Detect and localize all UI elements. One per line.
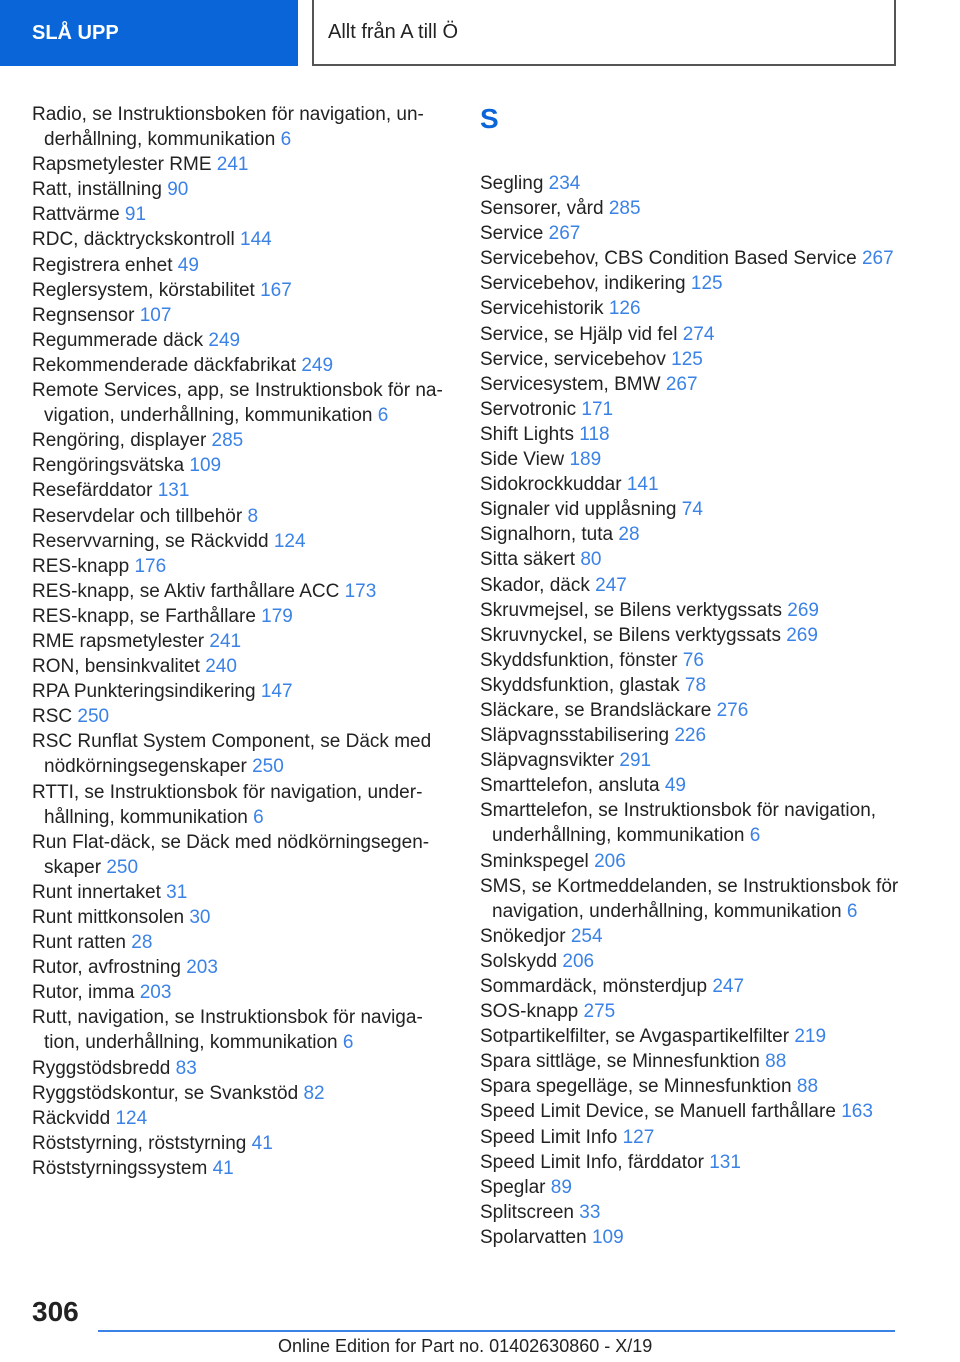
page-reference-link[interactable]: 82 <box>303 1082 325 1104</box>
page-reference-link[interactable]: 250 <box>106 856 139 878</box>
index-entry <box>32 253 450 278</box>
index-term: Shift Lights <box>480 423 574 445</box>
page-reference-link[interactable]: 49 <box>177 254 199 276</box>
index-term: Rengöring, displayer <box>32 430 207 452</box>
index-entry <box>480 949 900 974</box>
index-term: Rekommenderade däckfabrikat <box>32 354 297 376</box>
page-reference-link[interactable]: 107 <box>139 304 172 326</box>
index-term: Servicehistorik <box>480 298 604 320</box>
page-reference-link[interactable]: 267 <box>548 223 581 245</box>
index-entry <box>480 673 900 698</box>
index-entry <box>480 698 900 723</box>
page-reference-link[interactable]: 250 <box>252 756 284 778</box>
page-reference-link[interactable]: 247 <box>712 976 745 997</box>
index-term: Speed Limit Info, färddator <box>480 1151 704 1173</box>
index-term: Regummerade däck <box>32 329 204 351</box>
index-term: RSC <box>32 706 73 728</box>
index-term: Solskydd <box>480 950 558 972</box>
page-reference-link[interactable]: 291 <box>619 750 652 772</box>
index-entry <box>480 447 900 472</box>
index-entry <box>32 980 450 1005</box>
page-reference-link[interactable]: 74 <box>681 499 703 521</box>
index-entry <box>480 271 900 296</box>
index-entry <box>32 654 450 679</box>
index-term: Sidokrockkuddar <box>480 474 622 496</box>
index-term: Släckare, se Brandsläckare <box>480 699 712 721</box>
index-entry <box>480 547 900 572</box>
index-entry <box>480 999 900 1024</box>
page-reference-link[interactable]: 241 <box>209 630 242 652</box>
index-term: Service, se Hjälp vid fel <box>480 323 678 345</box>
page-reference-link[interactable]: 240 <box>205 656 237 678</box>
page-reference-link[interactable]: 176 <box>134 555 167 577</box>
page-reference-link[interactable]: 144 <box>240 229 272 251</box>
index-entry <box>480 1175 900 1200</box>
page-reference-link[interactable]: 226 <box>674 725 707 747</box>
index-entry <box>480 1200 900 1225</box>
index-entry <box>32 504 450 529</box>
index-entry <box>32 303 450 328</box>
index-term: Sommardäck, mönsterdjup <box>480 976 708 997</box>
page-reference-link[interactable]: 88 <box>765 1051 787 1073</box>
index-term: Spara spegelläge, se Minnesfunktion <box>480 1076 792 1098</box>
index-term: Splitscreen <box>480 1201 574 1223</box>
index-entry <box>480 924 900 949</box>
index-term: Rutt, navigation, se Instruktionsbok för navigation, underhållning, kommunikation <box>32 1007 423 1054</box>
index-entry <box>32 453 450 478</box>
index-term: Servicebehov, indikering <box>480 273 686 295</box>
index-entry <box>32 629 450 654</box>
page-reference-link[interactable]: 131 <box>709 1151 741 1173</box>
index-entry <box>32 152 450 177</box>
index-entry <box>32 353 450 378</box>
index-entry <box>480 171 900 196</box>
index-entry <box>480 497 900 522</box>
index-term: Speglar <box>480 1176 546 1198</box>
index-term: Ratt, inställning <box>32 179 162 201</box>
page-reference-link[interactable]: 88 <box>796 1076 819 1098</box>
page-reference-link[interactable]: 141 <box>626 474 659 496</box>
index-entry <box>32 328 450 353</box>
index-entry <box>480 196 900 221</box>
index-term: SOS-knapp <box>480 1001 579 1023</box>
index-term: Side View <box>480 449 565 471</box>
index-entry <box>32 679 450 704</box>
index-term: Speed Limit Info <box>480 1126 618 1148</box>
index-term: Sitta säkert <box>480 549 576 571</box>
index-term: Smarttelefon, ansluta <box>480 775 660 797</box>
index-entry <box>32 478 450 503</box>
page-reference-link[interactable]: 6 <box>377 405 389 427</box>
index-term: Regnsensor <box>32 304 135 326</box>
edition-text: Online Edition for Part no. 01402630860 - X/19 <box>278 1336 653 1356</box>
page-reference-link[interactable]: 234 <box>548 173 581 194</box>
index-entry <box>480 296 900 321</box>
page-reference-link[interactable]: 206 <box>594 850 626 872</box>
index-entry <box>32 1156 450 1181</box>
index-entry <box>32 202 450 227</box>
page-reference-link[interactable]: 118 <box>579 423 610 445</box>
index-entry <box>480 723 900 748</box>
index-entry <box>32 554 450 579</box>
chapter-title[interactable]: Allt från A till Ö <box>312 0 896 66</box>
index-term: Spolarvatten <box>480 1226 587 1248</box>
page-reference-link[interactable]: 109 <box>591 1226 624 1248</box>
index-term: Servicebehov, CBS Condition Based Service <box>480 248 857 270</box>
page-reference-link[interactable]: 30 <box>189 907 211 928</box>
page-reference-link[interactable]: 28 <box>618 524 640 546</box>
index-entry <box>480 1049 900 1074</box>
index-term: Remote Services, app, se Instruktionsbok för navigation, underhållning, kommunikation <box>32 380 443 427</box>
page-reference-link[interactable]: 6 <box>749 825 761 847</box>
index-term: RES-knapp, se Farthållare <box>32 605 256 627</box>
index-entry <box>480 798 900 848</box>
page-reference-link[interactable]: 179 <box>261 605 293 627</box>
index-entry <box>480 221 900 246</box>
page-reference-link[interactable]: 285 <box>608 198 641 220</box>
index-entry <box>480 246 900 271</box>
page-reference-link[interactable]: 8 <box>247 505 259 527</box>
index-term: Reglersystem, körstabilitet <box>32 279 255 301</box>
index-term: RDC, däcktryckskontroll <box>32 229 235 251</box>
index-term: Släpvagnsstabilisering <box>480 725 670 747</box>
index-term: Speed Limit Device, se Manuell farthållare <box>480 1101 836 1123</box>
index-term: Smarttelefon, se Instruktionsbok för navigation, underhållning, kommunikation <box>480 800 877 847</box>
index-term: Servicesystem, BMW <box>480 373 661 395</box>
index-entry <box>32 729 450 779</box>
page-reference-link[interactable]: 275 <box>583 1001 616 1023</box>
page-reference-link[interactable]: 89 <box>550 1176 572 1198</box>
page-reference-link[interactable]: 247 <box>595 574 627 596</box>
section-letter: S <box>480 103 499 134</box>
page-reference-link[interactable]: 126 <box>608 298 641 320</box>
page-reference-link[interactable]: 28 <box>131 932 153 954</box>
page-reference-link[interactable]: 267 <box>861 248 894 270</box>
page-reference-link[interactable]: 219 <box>794 1026 827 1048</box>
index-entry <box>32 880 450 905</box>
index-term: RON, bensinkvalitet <box>32 656 200 678</box>
index-term: Snökedjor <box>480 925 566 947</box>
index-term: Skyddsfunktion, fönster <box>480 649 678 671</box>
index-term: Run Flat-däck, se Däck med nödkörningsegenskaper <box>32 831 430 878</box>
index-term: Runt mittkonsolen <box>32 907 185 928</box>
page-reference-link[interactable]: 131 <box>157 480 190 502</box>
page-reference-link[interactable]: 249 <box>208 329 241 351</box>
index-term: Skyddsfunktion, glastak <box>480 674 680 696</box>
page-reference-link[interactable]: 83 <box>175 1057 197 1079</box>
index-term: Rengöringsvätska <box>32 455 185 477</box>
page-reference-link[interactable]: 6 <box>253 806 264 828</box>
index-entry <box>480 773 900 798</box>
index-term: Signaler vid upplåsning <box>480 499 677 521</box>
index-entry <box>480 1024 900 1049</box>
index-term: Sminkspegel <box>480 850 589 872</box>
page-reference-link[interactable]: 254 <box>570 925 603 947</box>
index-entry <box>32 604 450 629</box>
page-reference-link[interactable]: 163 <box>841 1101 873 1123</box>
index-term: Segling <box>480 173 544 194</box>
page-reference-link[interactable]: 189 <box>569 449 602 471</box>
index-term: Runt innertaket <box>32 881 161 903</box>
page-reference-link[interactable]: 203 <box>186 957 218 979</box>
index-term: Radio, se Instruktionsboken för navigation, underhållning, kommunikation <box>32 104 424 151</box>
index-list-right <box>480 171 900 1250</box>
index-term: Signalhorn, tuta <box>480 524 614 546</box>
index-entry <box>32 1106 450 1131</box>
index-entry <box>480 849 900 874</box>
page-reference-link[interactable]: 269 <box>786 624 818 646</box>
index-entry <box>32 378 450 428</box>
page-reference-link[interactable]: 241 <box>216 154 249 176</box>
page-reference-link[interactable]: 33 <box>579 1201 601 1223</box>
page-reference-link[interactable]: 80 <box>580 549 602 571</box>
index-term: Rapsmetylester RME <box>32 154 212 176</box>
page-reference-link[interactable]: 267 <box>665 373 698 395</box>
page-reference-link[interactable]: 269 <box>787 599 819 621</box>
footer-divider <box>98 1330 895 1332</box>
index-entry <box>32 529 450 554</box>
index-entry <box>32 1005 450 1055</box>
index-entry <box>480 974 900 999</box>
index-entry <box>32 579 450 604</box>
index-entry <box>480 623 900 648</box>
index-entry <box>32 955 450 980</box>
index-term: Rutor, imma <box>32 982 135 1004</box>
index-entry <box>480 397 900 422</box>
index-term: Släpvagnsvikter <box>480 750 615 772</box>
page-reference-link[interactable]: 31 <box>166 881 188 903</box>
page-reference-link[interactable]: 167 <box>260 279 292 301</box>
index-entry <box>480 1150 900 1175</box>
page-reference-link[interactable]: 124 <box>115 1107 148 1129</box>
index-entry <box>480 522 900 547</box>
index-entry <box>480 422 900 447</box>
index-term: RME rapsmetylester <box>32 630 205 652</box>
page-reference-link[interactable]: 173 <box>344 580 377 602</box>
page-number: 306 <box>32 1296 79 1327</box>
page-reference-link[interactable]: 41 <box>212 1157 234 1179</box>
index-term: Runt ratten <box>32 932 126 954</box>
page-reference-link[interactable]: 90 <box>167 179 189 201</box>
index-term: RES-knapp <box>32 555 130 577</box>
index-term: Rutor, avfrostning <box>32 957 181 979</box>
index-entry <box>32 1056 450 1081</box>
index-entry <box>32 830 450 880</box>
index-entry <box>32 704 450 729</box>
page-reference-link[interactable]: 203 <box>139 982 172 1004</box>
page-reference-link[interactable]: 127 <box>622 1126 655 1148</box>
index-term: Servotronic <box>480 398 577 420</box>
index-entry <box>32 102 450 152</box>
index-term: Rattvärme <box>32 204 120 226</box>
index-entry <box>480 322 900 347</box>
index-term: Skruvnyckel, se Bilens verktygssats <box>480 624 781 646</box>
index-entry <box>480 372 900 397</box>
index-entry <box>32 1081 450 1106</box>
index-entry <box>32 905 450 930</box>
page-reference-link[interactable]: 274 <box>682 323 715 345</box>
page-reference-link[interactable]: 6 <box>846 900 858 922</box>
index-entry <box>32 227 450 252</box>
index-entry <box>480 1125 900 1150</box>
index-entry <box>32 930 450 955</box>
index-term: SMS, se Kortmeddelanden, se Instruktionsbok för navigation, underhållning, kommunikation <box>480 875 899 922</box>
index-entry <box>480 648 900 673</box>
page-reference-link[interactable]: 6 <box>280 129 292 151</box>
page-reference-link[interactable]: 76 <box>682 649 704 671</box>
page-reference-link[interactable]: 6 <box>342 1032 354 1054</box>
index-term: RPA Punkteringsindikering <box>32 681 256 703</box>
index-term: Registrera enhet <box>32 254 173 276</box>
index-entry <box>32 780 450 830</box>
page-reference-link[interactable]: 285 <box>211 430 244 452</box>
index-entry <box>480 1225 900 1250</box>
index-term: Resefärddator <box>32 480 153 502</box>
index-entry <box>480 573 900 598</box>
index-term: Spara sittläge, se Minnesfunktion <box>480 1051 760 1073</box>
index-term: Service, servicebehov <box>480 348 666 370</box>
index-entry <box>480 748 900 773</box>
index-term: RSC Runflat System Component, se Däck med nödkörningsegenskaper <box>32 731 432 778</box>
index-term: RTTI, se Instruktionsbok för navigation, underhållning, kommunikation <box>32 781 423 828</box>
page-reference-link[interactable]: 147 <box>260 681 293 703</box>
index-entry <box>480 874 900 924</box>
page-reference-link[interactable]: 125 <box>690 273 723 295</box>
page-reference-link[interactable]: 125 <box>671 348 703 370</box>
page-reference-link[interactable]: 249 <box>301 354 334 376</box>
index-term: Räckvidd <box>32 1107 111 1129</box>
index-column-left <box>32 102 450 1181</box>
index-term: RES-knapp, se Aktiv farthållare ACC <box>32 580 340 602</box>
index-term: Reservvarning, se Räckvidd <box>32 530 269 552</box>
index-term: Sensorer, vård <box>480 198 604 220</box>
page-reference-link[interactable]: 124 <box>273 530 306 552</box>
index-term: Ryggstödskontur, se Svankstöd <box>32 1082 299 1104</box>
page-header <box>0 0 960 66</box>
page-reference-link[interactable]: 250 <box>77 706 110 728</box>
index-term: Skruvmejsel, se Bilens verktygssats <box>480 599 782 621</box>
index-entry <box>480 347 900 372</box>
page-reference-link[interactable]: 49 <box>664 775 686 797</box>
page-reference-link[interactable]: 206 <box>562 950 595 972</box>
index-term: Röststyrning, röststyrning <box>32 1132 247 1154</box>
page-reference-link[interactable]: 78 <box>684 674 707 696</box>
index-term: Ryggstödsbredd <box>32 1057 171 1079</box>
section-tab[interactable]: SLÅ UPP <box>0 0 298 66</box>
index-entry <box>32 428 450 453</box>
index-entry <box>480 1074 900 1099</box>
page-reference-link[interactable]: 276 <box>716 699 749 721</box>
index-column-right <box>480 102 900 1250</box>
index-entry <box>32 1131 450 1156</box>
index-term: Röststyrningssystem <box>32 1157 208 1179</box>
index-entry <box>480 472 900 497</box>
index-entry <box>32 278 450 303</box>
page-reference-link[interactable]: 171 <box>581 398 614 420</box>
page-reference-link[interactable]: 91 <box>124 204 147 226</box>
index-entry <box>32 177 450 202</box>
index-term: Sotpartikelfilter, se Avgaspartikelfilter <box>480 1026 790 1048</box>
index-entry <box>480 1099 900 1124</box>
index-term: Skador, däck <box>480 574 590 596</box>
index-term: Reservdelar och tillbehör <box>32 505 243 527</box>
index-entry <box>480 598 900 623</box>
index-term: Service <box>480 223 544 245</box>
page-reference-link[interactable]: 41 <box>251 1132 273 1154</box>
page-reference-link[interactable]: 109 <box>189 455 222 477</box>
